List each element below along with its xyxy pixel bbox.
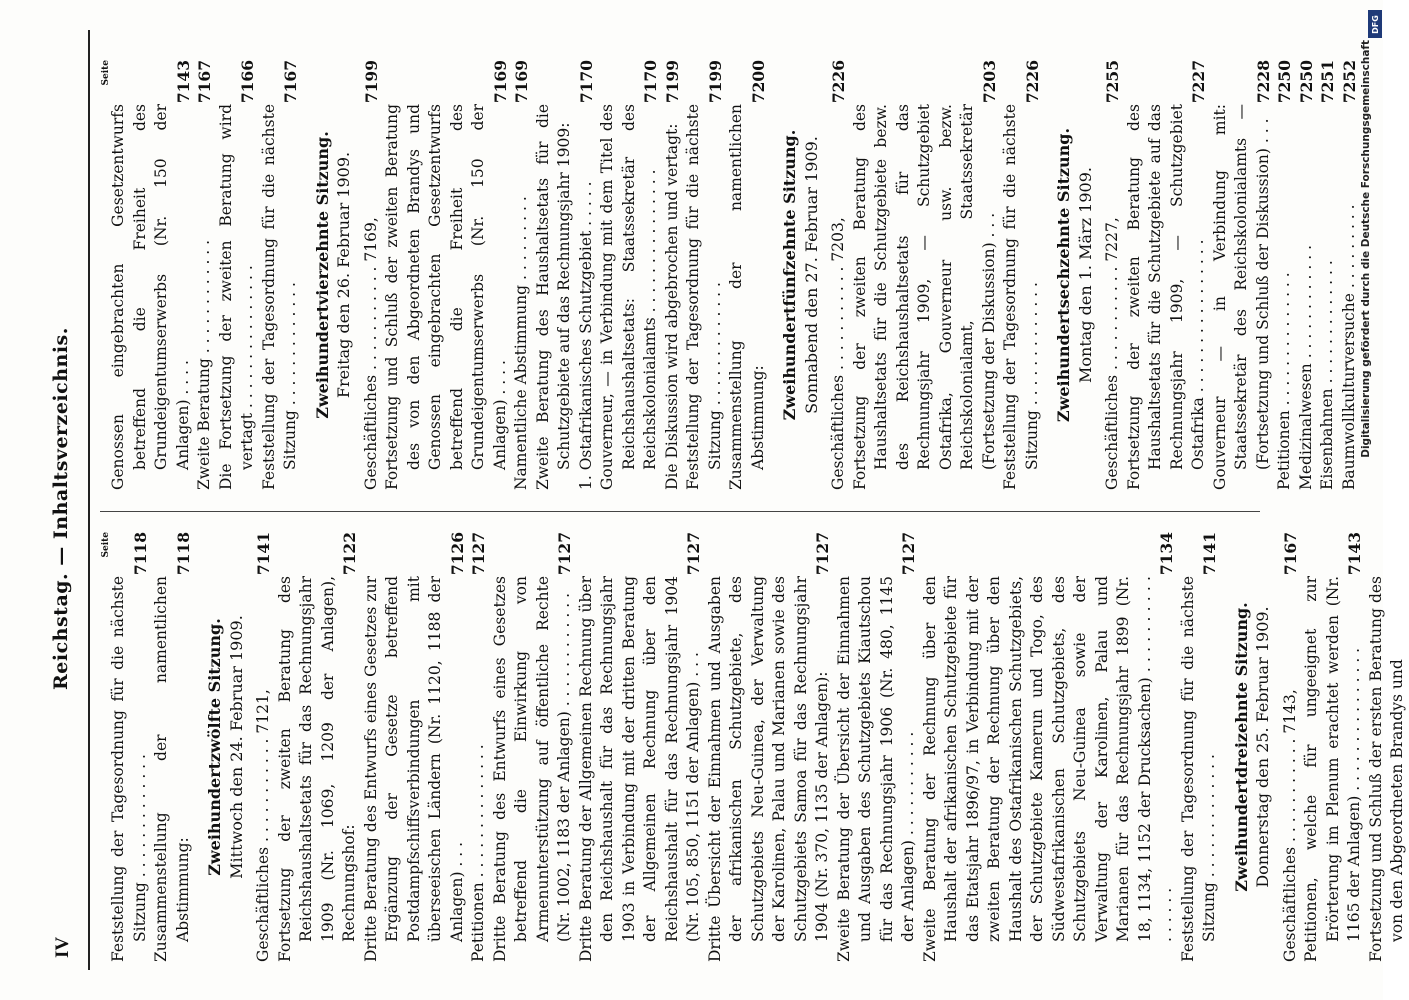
entry-page: 7250 (1296, 60, 1316, 104)
toc-entry (108, 532, 151, 962)
credit-strip (1360, 10, 1380, 990)
entry-page: 7166 (238, 60, 257, 104)
toc-entry (275, 532, 361, 962)
credit-text: Digitalisierung gefördert durch die Deutsche Forschungsgemeinschaft (1360, 40, 1372, 458)
entry-text: Zweite Beratung . . . . . . . . . . . . (195, 239, 213, 490)
entry-page: 7170 (576, 60, 596, 104)
entry-text: Feststellung der Tagesordnung für die nächste Sitzung . . . . . . . . . . . . . (684, 104, 724, 490)
entry-text: Fortsetzung und Schluß der ersten Beratung des von den Abgeordneten Brandys und (1366, 576, 1406, 962)
entry-page: 7118 (173, 532, 193, 576)
page-header (50, 30, 80, 970)
toc-entry (1280, 532, 1302, 962)
entry-text: Geschäftliches . . . . . . . . . . . 7121, (254, 689, 272, 962)
entry-text: Petitionen . . . . . . . . . . . . . . (1275, 272, 1293, 490)
entry-page: 7167 (195, 60, 214, 104)
session-title: Zweihundertfünfzehnte Sitzung. (780, 129, 799, 421)
entry-text: Zweite Beratung der Rechnung über den Haushalt der afrikanischen Schutzgebiete für das Etatsjahr 1896/97, in Verbindung mit der zweiten Beratung der Rechnung über den Haushalt des Ostafrikanischen Schutzgebiets, der Schutzgebiete Kamerun und Togo, des Südwestafrikanischen Schutzgebiets, des Schutzgebiets Neu-Guinea sowie der Verwaltung der Karolinen, Palau und Marianen für das Rechnungsjahr 1899 (Nr. 18, 1134, 1152 der Drucksachen) . . . . . . . . . . . . . . . . (920, 576, 1175, 962)
entry-text: Medizinalwesen . . . . . . . . . . . . (1296, 244, 1315, 490)
toc-entry (1296, 60, 1318, 490)
entry-text: Dritte Beratung der Allgemeinen Rechnung über den Reichshaushalt für das Rechnungsjahr 1903 in Verbindung mit der dritten Beratung der Allgemeinen Rechnung über den Reichshaushalt für das Rechnungsjahr 1904 (Nr. 105, 850, 1151 der Anlagen) . . . (576, 576, 702, 962)
page-title: Reichstag. — Inhaltsverzeichnis. (50, 327, 72, 690)
entry-page: 7134 (1157, 532, 1176, 576)
entry-page: 7143 (173, 60, 193, 104)
entry-text: Zusammenstellung der namentlichen Abstimmung: (727, 104, 767, 490)
session-date: Sonnabend den 27. Februar 1909. (801, 136, 821, 414)
session-title: Zweihundertzwölfte Sitzung. (205, 618, 224, 876)
entry-text: Fortsetzung der zweiten Beratung des Reichshaushaltsetats für das Rechnungsjahr 1909 (Nr. 1069, 1209 der Anlagen), Rechnungshof: (275, 576, 358, 962)
toc-entry (533, 60, 576, 490)
session-date: Mittwoch den 24. Februar 1909. (226, 615, 246, 879)
toc-entry (597, 60, 662, 490)
entry-page: 7127 (899, 532, 918, 576)
session-title: Zweihundertvierzehnte Sitzung. (312, 131, 332, 419)
entry-text: Petitionen, welche für ungeeignet zur Erörterung im Plenum erachtet werden (Nr. 1165 der Anlagen) . . . . . . . . . . . . . . . (1302, 576, 1363, 962)
entry-page: 7226 (829, 60, 848, 104)
entry-text: 1. Ostafrikanisches Schutzgebiet . . . . . (576, 181, 595, 490)
session-title: Zweihundertdreizehnte Sitzung. (1231, 602, 1251, 892)
header-rule (88, 30, 90, 970)
toc-entry (1124, 60, 1210, 490)
toc-entry (1102, 60, 1124, 490)
entry-page: 7170 (641, 60, 660, 104)
entry-text: Feststellung der Tagesordnung für die nächste Sitzung . . . . . . . . . . . . . (1001, 104, 1041, 490)
session-title: Zweihundertsechzehnte Sitzung. (1054, 127, 1073, 423)
left-entries (108, 532, 1409, 962)
entry-text: Zweite Beratung der Übersicht der Einnahmen und Ausgaben des Schutzgebiets Kiautschou für das Rechnungsjahr 1906 (Nr. 480, 1145 der Anlagen) . . . . . . . . . . . (834, 576, 917, 962)
entry-page: 7203 (979, 60, 999, 104)
entry-text: Gouverneur — in Verbindung mit: Staatssekretär des Reichskolonialamts — (Fortsetzung und Schluß der Diskussion) . . . (1210, 104, 1272, 490)
entry-page: 7250 (1275, 60, 1294, 104)
entry-page: 7226 (1022, 60, 1042, 104)
toc-entry (361, 532, 469, 962)
toc-entry (1000, 60, 1043, 490)
entry-text: Eisenbahnen . . . . . . . . . . . . . (1318, 260, 1336, 490)
entry-text: Feststellung der Tagesordnung für die nächste Sitzung . . . . . . . . . . . . . (259, 104, 299, 490)
seite-label: Seite (101, 60, 111, 86)
entry-text: Zusammenstellung der namentlichen Abstimmung: (152, 576, 192, 962)
entry-page: 7255 (1103, 60, 1122, 104)
toc-entry (1274, 60, 1296, 490)
toc-entry (662, 60, 684, 490)
entry-page: 7167 (1280, 532, 1300, 576)
toc-entry (576, 60, 598, 490)
entry-text: Genossen eingebrachten Gesetzentwurfs betreffend die Freiheit des Grundeigentumserwerbs (Nr. 150 der Anlagen) . . . . (109, 104, 192, 490)
entry-text: Die Diskussion wird abgebrochen und vertagt: (662, 123, 681, 490)
entry-text: Die Fortsetzung der zweiten Beratung wird vertagt . . . . . . . . . . . . . . . (216, 104, 256, 490)
entry-text: Baumwollkulturversuche . . . . . . . . . (1339, 204, 1358, 490)
toc-entry (259, 60, 302, 490)
entry-page: 7127 (684, 532, 703, 576)
session-date: Donnerstag den 25. Februar 1909. (1253, 606, 1272, 888)
entry-page: 7169 (512, 60, 531, 104)
entry-page: 7141 (1200, 532, 1219, 576)
right-entries (108, 60, 1360, 490)
session-date: Freitag den 26. Februar 1909. (334, 151, 353, 399)
entry-text: Gouverneur, — in Verbindung mit dem Titel des Reichshaushaltsetats: Staatssekretär des Reichskolonialamts . . . . . . . . . . . . . . . (598, 104, 659, 490)
entry-page: 7228 (1253, 60, 1273, 104)
toc-entry (253, 532, 275, 962)
toc-entry (726, 60, 769, 490)
entry-page: 7167 (281, 60, 300, 104)
toc-entry (108, 60, 194, 490)
right-column (96, 60, 1360, 490)
left-column (96, 532, 1409, 962)
entry-text: Fortsetzung der zweiten Beratung des Haushaltsetats für die Schutzgebiete auf das Rechnungsjahr 1909, — Schutzgebiet Ostafrika . . . . . . . . . . . . . . . . (1124, 104, 1207, 490)
toc-entry (511, 60, 533, 490)
toc-entry (576, 532, 705, 962)
session-date: Montag den 1. März 1909. (1075, 167, 1095, 383)
entry-text: Dritte Übersicht der Einnahmen und Ausgaben der afrikanischen Schutzgebiete, des Schutzgebiets Neu-Guinea, der Verwaltung der Karolinen, Palau und Marianen sowie des Schutzgebiets Samoa für das Rechnungsjahr 1904 (Nr. 370, 1135 der Anlagen): (705, 576, 831, 962)
entry-page: 7199 (361, 60, 381, 104)
entry-page: 7251 (1318, 60, 1337, 104)
entry-text: Feststellung der Tagesordnung für die nächste Sitzung . . . . . . . . . . . . . (109, 576, 149, 962)
toc-entry (216, 60, 259, 490)
toc-entry (1339, 60, 1361, 490)
toc-entry (468, 532, 490, 962)
toc-entry (490, 532, 576, 962)
entry-page: 7122 (340, 532, 359, 576)
entry-text: Feststellung der Tagesordnung für die nächste Sitzung . . . . . . . . . . . . . (1178, 576, 1218, 962)
toc-entry (194, 60, 216, 490)
entry-page: 7141 (254, 532, 273, 576)
entry-page: 7118 (130, 532, 150, 576)
toc-entry (834, 532, 920, 962)
toc-entry (1178, 532, 1221, 962)
entry-page: 7199 (705, 60, 725, 104)
entry-page: 7127 (469, 532, 488, 576)
entry-page: 7252 (1339, 60, 1359, 104)
entry-text: Geschäftliches . . . . . . . . . . . 7227, (1103, 217, 1121, 490)
entry-page: 7199 (662, 60, 682, 104)
entry-text: Fortsetzung der zweiten Beratung des Haushaltsetats für die Schutzgebiete bezw. des Reichshaushaltsetats für das Rechnungsjahr 1909, — Schutzgebiet Ostafrika, Gouverneur usw. bezw. Reichskolonialamt, Staatssekretär (Fortsetzung der Diskussion) . . . (850, 104, 998, 490)
toc-entry (683, 60, 726, 490)
entry-text: Dritte Beratung des Entwurfs eines Gesetzes betreffend die Einwirkung von Armenunterstützung auf öffentliche Rechte (Nr. 1002, 1183 der Anlagen) . . . . . . . . . . . . (490, 576, 573, 962)
toc-entry (1301, 532, 1366, 962)
entry-page: 7127 (813, 532, 832, 576)
toc-entry (361, 60, 383, 490)
seite-label: Seite (101, 532, 111, 558)
entry-text: Geschäftliches . . . . . . . . . . . 7143, (1280, 689, 1299, 962)
entry-text: Geschäftliches . . . . . . . . . . . 7169, (361, 217, 380, 490)
toc-entry (1210, 60, 1275, 490)
entry-text: Namentliche Abstimmung . . . . . . . . . (512, 196, 530, 490)
toc-entry (151, 532, 194, 962)
toc-entry (705, 532, 834, 962)
page-number: IV (52, 936, 73, 958)
entry-text: Dritte Beratung des Entwurfs eines Gesetzes zur Ergänzung der Gesetze betreffend Postdampfschiffsverbindungen mit überseeischen Ländern (Nr. 1120, 1188 der Anlagen) . . . (361, 576, 466, 962)
entry-text: Petitionen . . . . . . . . . . . . . . (469, 744, 487, 962)
toc-entry (920, 532, 1178, 962)
column-divider (100, 511, 1260, 512)
dfg-logo: DFG (1368, 10, 1382, 38)
entry-text: Geschäftliches . . . . . . . . . . . 7203, (829, 217, 847, 490)
entry-text: Zweite Beratung des Haushaltsetats für die Schutzgebiete auf das Rechnungsjahr 1909: (533, 104, 573, 490)
toc-entry (850, 60, 1001, 490)
toc-entry (382, 60, 511, 490)
entry-page: 7200 (748, 60, 768, 104)
entry-page: 7227 (1189, 60, 1208, 104)
entry-text: Fortsetzung und Schluß der zweiten Beratung des von den Abgeordneten Brandys und Genossen eingebrachten Gesetzentwurfs betreffend die Freiheit des Grundeigentumserwerbs (Nr. 150 der Anlagen) . . . . (383, 104, 509, 490)
entry-page: 7169 (490, 60, 510, 104)
toc-entry (828, 60, 850, 490)
entry-page: 7126 (447, 532, 467, 576)
entry-page: 7143 (1345, 532, 1364, 576)
toc-entry (1317, 60, 1339, 490)
entry-page: 7127 (555, 532, 574, 576)
